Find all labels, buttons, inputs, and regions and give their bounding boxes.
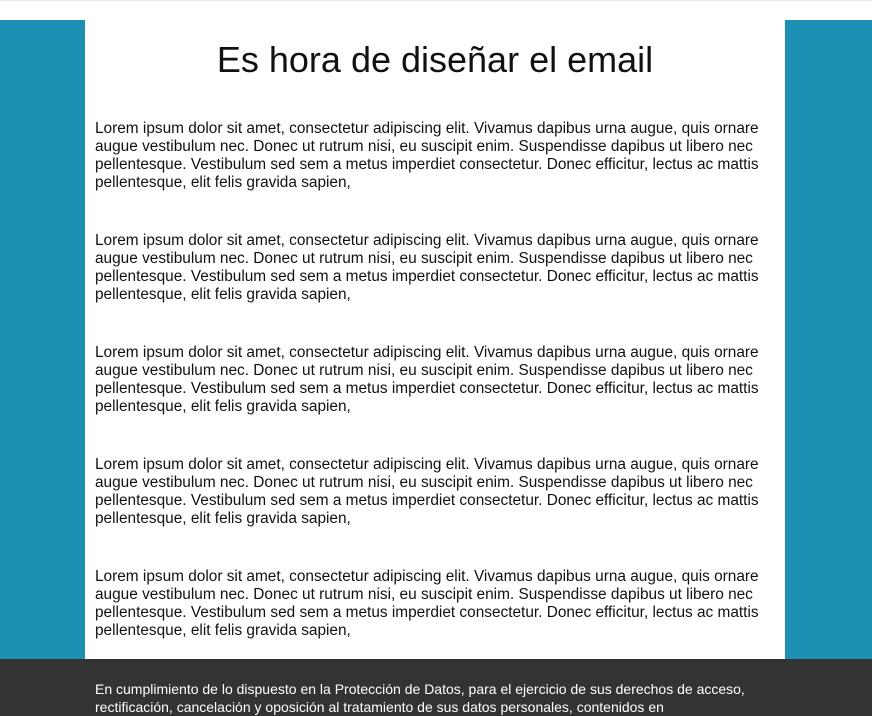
body-paragraph: Lorem ipsum dolor sit amet, consectetur adipiscing elit. Vivamus dapibus urna augue, quis ornare augue vestibulum nec. Donec ut rutrum nisi, eu suscipit enim. Suspendisse dapibus ut libero nec pellentesque. Vestibulum sed sem a metus imperdiet consectetur. Donec efficitur, lectus ac mattis pellentesque, elit felis gravida sapien, (95, 232, 759, 303)
body-paragraph: Lorem ipsum dolor sit amet, consectetur adipiscing elit. Vivamus dapibus urna augue, quis ornare augue vestibulum nec. Donec ut rutrum nisi, eu suscipit enim. Suspendisse dapibus ut libero nec pellentesque. Vestibulum sed sem a metus imperdiet consectetur. Donec efficitur, lectus ac mattis pellentesque, elit felis gravida sapien, (95, 568, 759, 639)
email-title: Es hora de diseñar el email (216, 39, 654, 80)
email-content (85, 20, 785, 659)
body-paragraph: Lorem ipsum dolor sit amet, consectetur adipiscing elit. Vivamus dapibus urna augue, quis ornare augue vestibulum nec. Donec ut rutrum nisi, eu suscipit enim. Suspendisse dapibus ut libero nec pellentesque. Vestibulum sed sem a metus imperdiet consectetur. Donec efficitur, lectus ac mattis pellentesque, elit felis gravida sapien, (95, 120, 759, 191)
top-bar (0, 0, 872, 20)
body-paragraph: Lorem ipsum dolor sit amet, consectetur adipiscing elit. Vivamus dapibus urna augue, quis ornare augue vestibulum nec. Donec ut rutrum nisi, eu suscipit enim. Suspendisse dapibus ut libero nec pellentesque. Vestibulum sed sem a metus imperdiet consectetur. Donec efficitur, lectus ac mattis pellentesque, elit felis gravida sapien, (95, 456, 759, 527)
body-paragraph: Lorem ipsum dolor sit amet, consectetur adipiscing elit. Vivamus dapibus urna augue, quis ornare augue vestibulum nec. Donec ut rutrum nisi, eu suscipit enim. Suspendisse dapibus ut libero nec pellentesque. Vestibulum sed sem a metus imperdiet consectetur. Donec efficitur, lectus ac mattis pellentesque, elit felis gravida sapien, (95, 344, 759, 415)
footer-legal-text: En cumplimiento de lo dispuesto en la Protección de Datos, para el ejercicio de sus derechos de acceso, rectificación, cancelación y oposición al tratamiento de sus datos personales, contenidos en (95, 681, 745, 715)
email-footer (0, 659, 872, 716)
